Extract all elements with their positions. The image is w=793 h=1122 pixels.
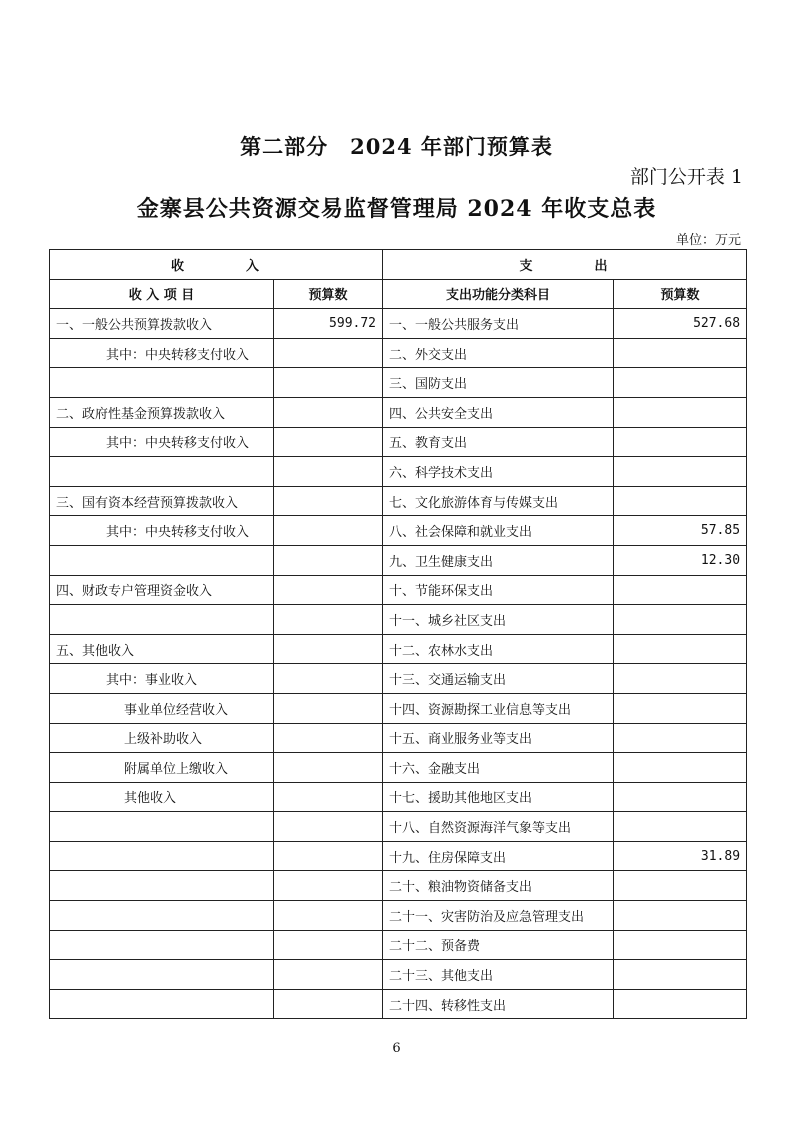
table-number: 部门公开表 1 — [629, 166, 743, 188]
income-amount-cell — [274, 457, 383, 487]
income-item-cell — [50, 545, 274, 575]
expense-item-cell: 十四、资源勘探工业信息等支出 — [383, 693, 614, 723]
table-row — [50, 486, 747, 516]
table-row — [50, 309, 747, 339]
expense-item-cell: 十三、交通运输支出 — [383, 664, 614, 694]
expense-amount-cell — [614, 960, 747, 990]
expense-amount-header: 预算数 — [614, 279, 747, 309]
income-item-cell: 一、一般公共预算拨款收入 — [50, 309, 274, 339]
table-row — [50, 901, 747, 931]
table-row — [50, 782, 747, 812]
income-item-cell — [50, 901, 274, 931]
column-header-row — [50, 279, 747, 309]
expense-item-cell: 二十三、其他支出 — [383, 960, 614, 990]
income-amount-cell — [274, 634, 383, 664]
expense-item-cell: 一、一般公共服务支出 — [383, 309, 614, 339]
income-group-header: 收 入 — [50, 250, 383, 280]
income-amount-cell — [274, 397, 383, 427]
income-item-cell — [50, 989, 274, 1019]
income-item-cell: 其中：中央转移支付收入 — [50, 338, 274, 368]
income-item-cell: 五、其他收入 — [50, 634, 274, 664]
table-row — [50, 338, 747, 368]
income-amount-cell — [274, 338, 383, 368]
expense-item-cell: 十、节能环保支出 — [383, 575, 614, 605]
expense-amount-cell — [614, 901, 747, 931]
income-amount-cell — [274, 516, 383, 546]
income-item-cell — [50, 812, 274, 842]
income-item-cell: 其中：事业收入 — [50, 664, 274, 694]
table-row — [50, 753, 747, 783]
expense-item-cell: 五、教育支出 — [383, 427, 614, 457]
table-row — [50, 516, 747, 546]
income-item-cell — [50, 368, 274, 398]
income-item-cell: 四、财政专户管理资金收入 — [50, 575, 274, 605]
expense-amount-cell — [614, 723, 747, 753]
table-row — [50, 368, 747, 398]
expense-item-cell: 二十四、转移性支出 — [383, 989, 614, 1019]
income-amount-cell — [274, 605, 383, 635]
income-amount-cell — [274, 575, 383, 605]
expense-item-cell: 二、外交支出 — [383, 338, 614, 368]
income-item-header: 收 入 项 目 — [50, 279, 274, 309]
expense-amount-cell — [614, 634, 747, 664]
income-amount-cell — [274, 901, 383, 931]
expense-item-header: 支出功能分类科目 — [383, 279, 614, 309]
income-item-cell — [50, 871, 274, 901]
expense-item-cell: 十九、住房保障支出 — [383, 841, 614, 871]
table-row — [50, 545, 747, 575]
expense-amount-cell — [614, 930, 747, 960]
expense-item-cell: 二十、粮油物资储备支出 — [383, 871, 614, 901]
expense-amount-cell — [614, 693, 747, 723]
income-item-cell — [50, 841, 274, 871]
expense-amount-cell — [614, 427, 747, 457]
income-item-cell — [50, 960, 274, 990]
income-item-cell: 其他收入 — [50, 782, 274, 812]
income-item-cell — [50, 457, 274, 487]
main-title: 金寨县公共资源交易监督管理局 2024 年收支总表 — [136, 196, 657, 222]
income-amount-cell — [274, 368, 383, 398]
expense-amount-cell — [614, 782, 747, 812]
table-row — [50, 989, 747, 1019]
income-amount-cell — [274, 841, 383, 871]
expense-amount-cell: 31.89 — [614, 841, 747, 871]
income-item-cell — [50, 930, 274, 960]
expense-amount-cell — [614, 812, 747, 842]
income-item-cell — [50, 605, 274, 635]
table-row — [50, 960, 747, 990]
expense-item-cell: 十六、金融支出 — [383, 753, 614, 783]
expense-item-cell: 二十二、预备费 — [383, 930, 614, 960]
expense-item-cell: 八、社会保障和就业支出 — [383, 516, 614, 546]
income-amount-cell — [274, 960, 383, 990]
expense-amount-cell — [614, 486, 747, 516]
expense-amount-cell: 12.30 — [614, 545, 747, 575]
page-number: 6 — [392, 1041, 401, 1056]
income-amount-cell — [274, 664, 383, 694]
expense-amount-cell — [614, 338, 747, 368]
expense-amount-cell — [614, 989, 747, 1019]
income-amount-cell — [274, 812, 383, 842]
table-row — [50, 841, 747, 871]
table-row — [50, 397, 747, 427]
table-row — [50, 634, 747, 664]
income-item-cell: 三、国有资本经营预算拨款收入 — [50, 486, 274, 516]
income-amount-cell — [274, 871, 383, 901]
expense-amount-cell — [614, 397, 747, 427]
table-row — [50, 457, 747, 487]
income-amount-cell — [274, 545, 383, 575]
table-row — [50, 723, 747, 753]
expense-item-cell: 十二、农林水支出 — [383, 634, 614, 664]
expense-item-cell: 十一、城乡社区支出 — [383, 605, 614, 635]
income-amount-cell — [274, 930, 383, 960]
expense-amount-cell — [614, 664, 747, 694]
expense-amount-cell — [614, 457, 747, 487]
table-row — [50, 693, 747, 723]
expense-amount-cell — [614, 605, 747, 635]
expense-amount-cell — [614, 368, 747, 398]
income-amount-cell — [274, 486, 383, 516]
expense-item-cell: 二十一、灾害防治及应急管理支出 — [383, 901, 614, 931]
table-row — [50, 605, 747, 635]
budget-summary-table — [49, 249, 747, 1019]
income-amount-header: 预算数 — [274, 279, 383, 309]
expense-item-cell: 十八、自然资源海洋气象等支出 — [383, 812, 614, 842]
income-item-cell: 其中：中央转移支付收入 — [50, 427, 274, 457]
expense-amount-cell: 527.68 — [614, 309, 747, 339]
income-amount-cell — [274, 693, 383, 723]
expense-item-cell: 十七、援助其他地区支出 — [383, 782, 614, 812]
income-item-cell: 附属单位上缴收入 — [50, 753, 274, 783]
expense-amount-cell — [614, 753, 747, 783]
table-row — [50, 812, 747, 842]
expense-item-cell: 四、公共安全支出 — [383, 397, 614, 427]
table-row — [50, 871, 747, 901]
table-row — [50, 575, 747, 605]
income-amount-cell — [274, 989, 383, 1019]
income-item-cell: 其中：中央转移支付收入 — [50, 516, 274, 546]
table-row — [50, 427, 747, 457]
expense-item-cell: 三、国防支出 — [383, 368, 614, 398]
expense-amount-cell: 57.85 — [614, 516, 747, 546]
income-item-cell: 上级补助收入 — [50, 723, 274, 753]
income-amount-cell — [274, 782, 383, 812]
income-item-cell: 事业单位经营收入 — [50, 693, 274, 723]
income-amount-cell — [274, 753, 383, 783]
part-title: 第二部分 2024 年部门预算表 — [240, 134, 553, 159]
expense-item-cell: 六、科学技术支出 — [383, 457, 614, 487]
expense-amount-cell — [614, 575, 747, 605]
unit-label: 单位：万元 — [675, 233, 741, 248]
income-amount-cell: 599.72 — [274, 309, 383, 339]
expense-item-cell: 九、卫生健康支出 — [383, 545, 614, 575]
income-item-cell: 二、政府性基金预算拨款收入 — [50, 397, 274, 427]
expense-amount-cell — [614, 871, 747, 901]
table-row — [50, 930, 747, 960]
expense-item-cell: 七、文化旅游体育与传媒支出 — [383, 486, 614, 516]
income-amount-cell — [274, 427, 383, 457]
expense-item-cell: 十五、商业服务业等支出 — [383, 723, 614, 753]
table-row — [50, 664, 747, 694]
income-amount-cell — [274, 723, 383, 753]
group-header-row — [50, 250, 747, 280]
expense-group-header: 支 出 — [383, 250, 747, 280]
